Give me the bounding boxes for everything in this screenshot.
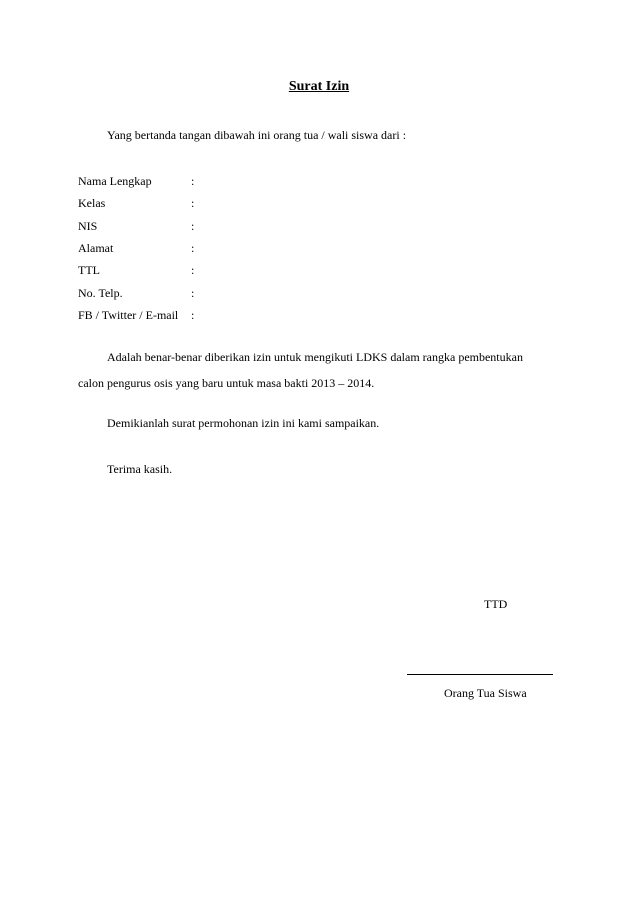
field-label-ttl: TTL xyxy=(78,263,100,277)
field-colon-kelas: : xyxy=(191,196,195,210)
thanks-text: Terima kasih. xyxy=(107,462,173,476)
field-label-kelas: Kelas xyxy=(78,196,106,210)
signature-mark: TTD xyxy=(484,597,508,611)
closing-statement: Demikianlah surat permohonan izin ini kami sampaikan. xyxy=(107,416,380,430)
field-colon-telp: : xyxy=(191,286,195,300)
body-text-line-2: calon pengurus osis yang baru untuk masa bakti 2013 – 2014. xyxy=(78,376,375,390)
field-label-nama: Nama Lengkap xyxy=(78,174,152,188)
field-colon-ttl: : xyxy=(191,263,195,277)
intro-text: Yang bertanda tangan dibawah ini orang tua / wali siswa dari : xyxy=(107,128,407,142)
field-label-alamat: Alamat xyxy=(78,241,114,255)
field-colon-social: : xyxy=(191,308,195,322)
field-label-nis: NIS xyxy=(78,219,98,233)
field-colon-alamat: : xyxy=(191,241,195,255)
field-colon-nis: : xyxy=(191,219,195,233)
field-colon-nama: : xyxy=(191,174,195,188)
field-label-social: FB / Twitter / E-mail xyxy=(78,308,179,322)
signer-label: Orang Tua Siswa xyxy=(444,686,527,700)
field-label-telp: No. Telp. xyxy=(78,286,123,300)
body-text-line-1: Adalah benar-benar diberikan izin untuk mengikuti LDKS dalam rangka pembentukan xyxy=(107,350,523,364)
letter-title: Surat Izin xyxy=(288,79,350,94)
signature-line xyxy=(407,674,553,675)
